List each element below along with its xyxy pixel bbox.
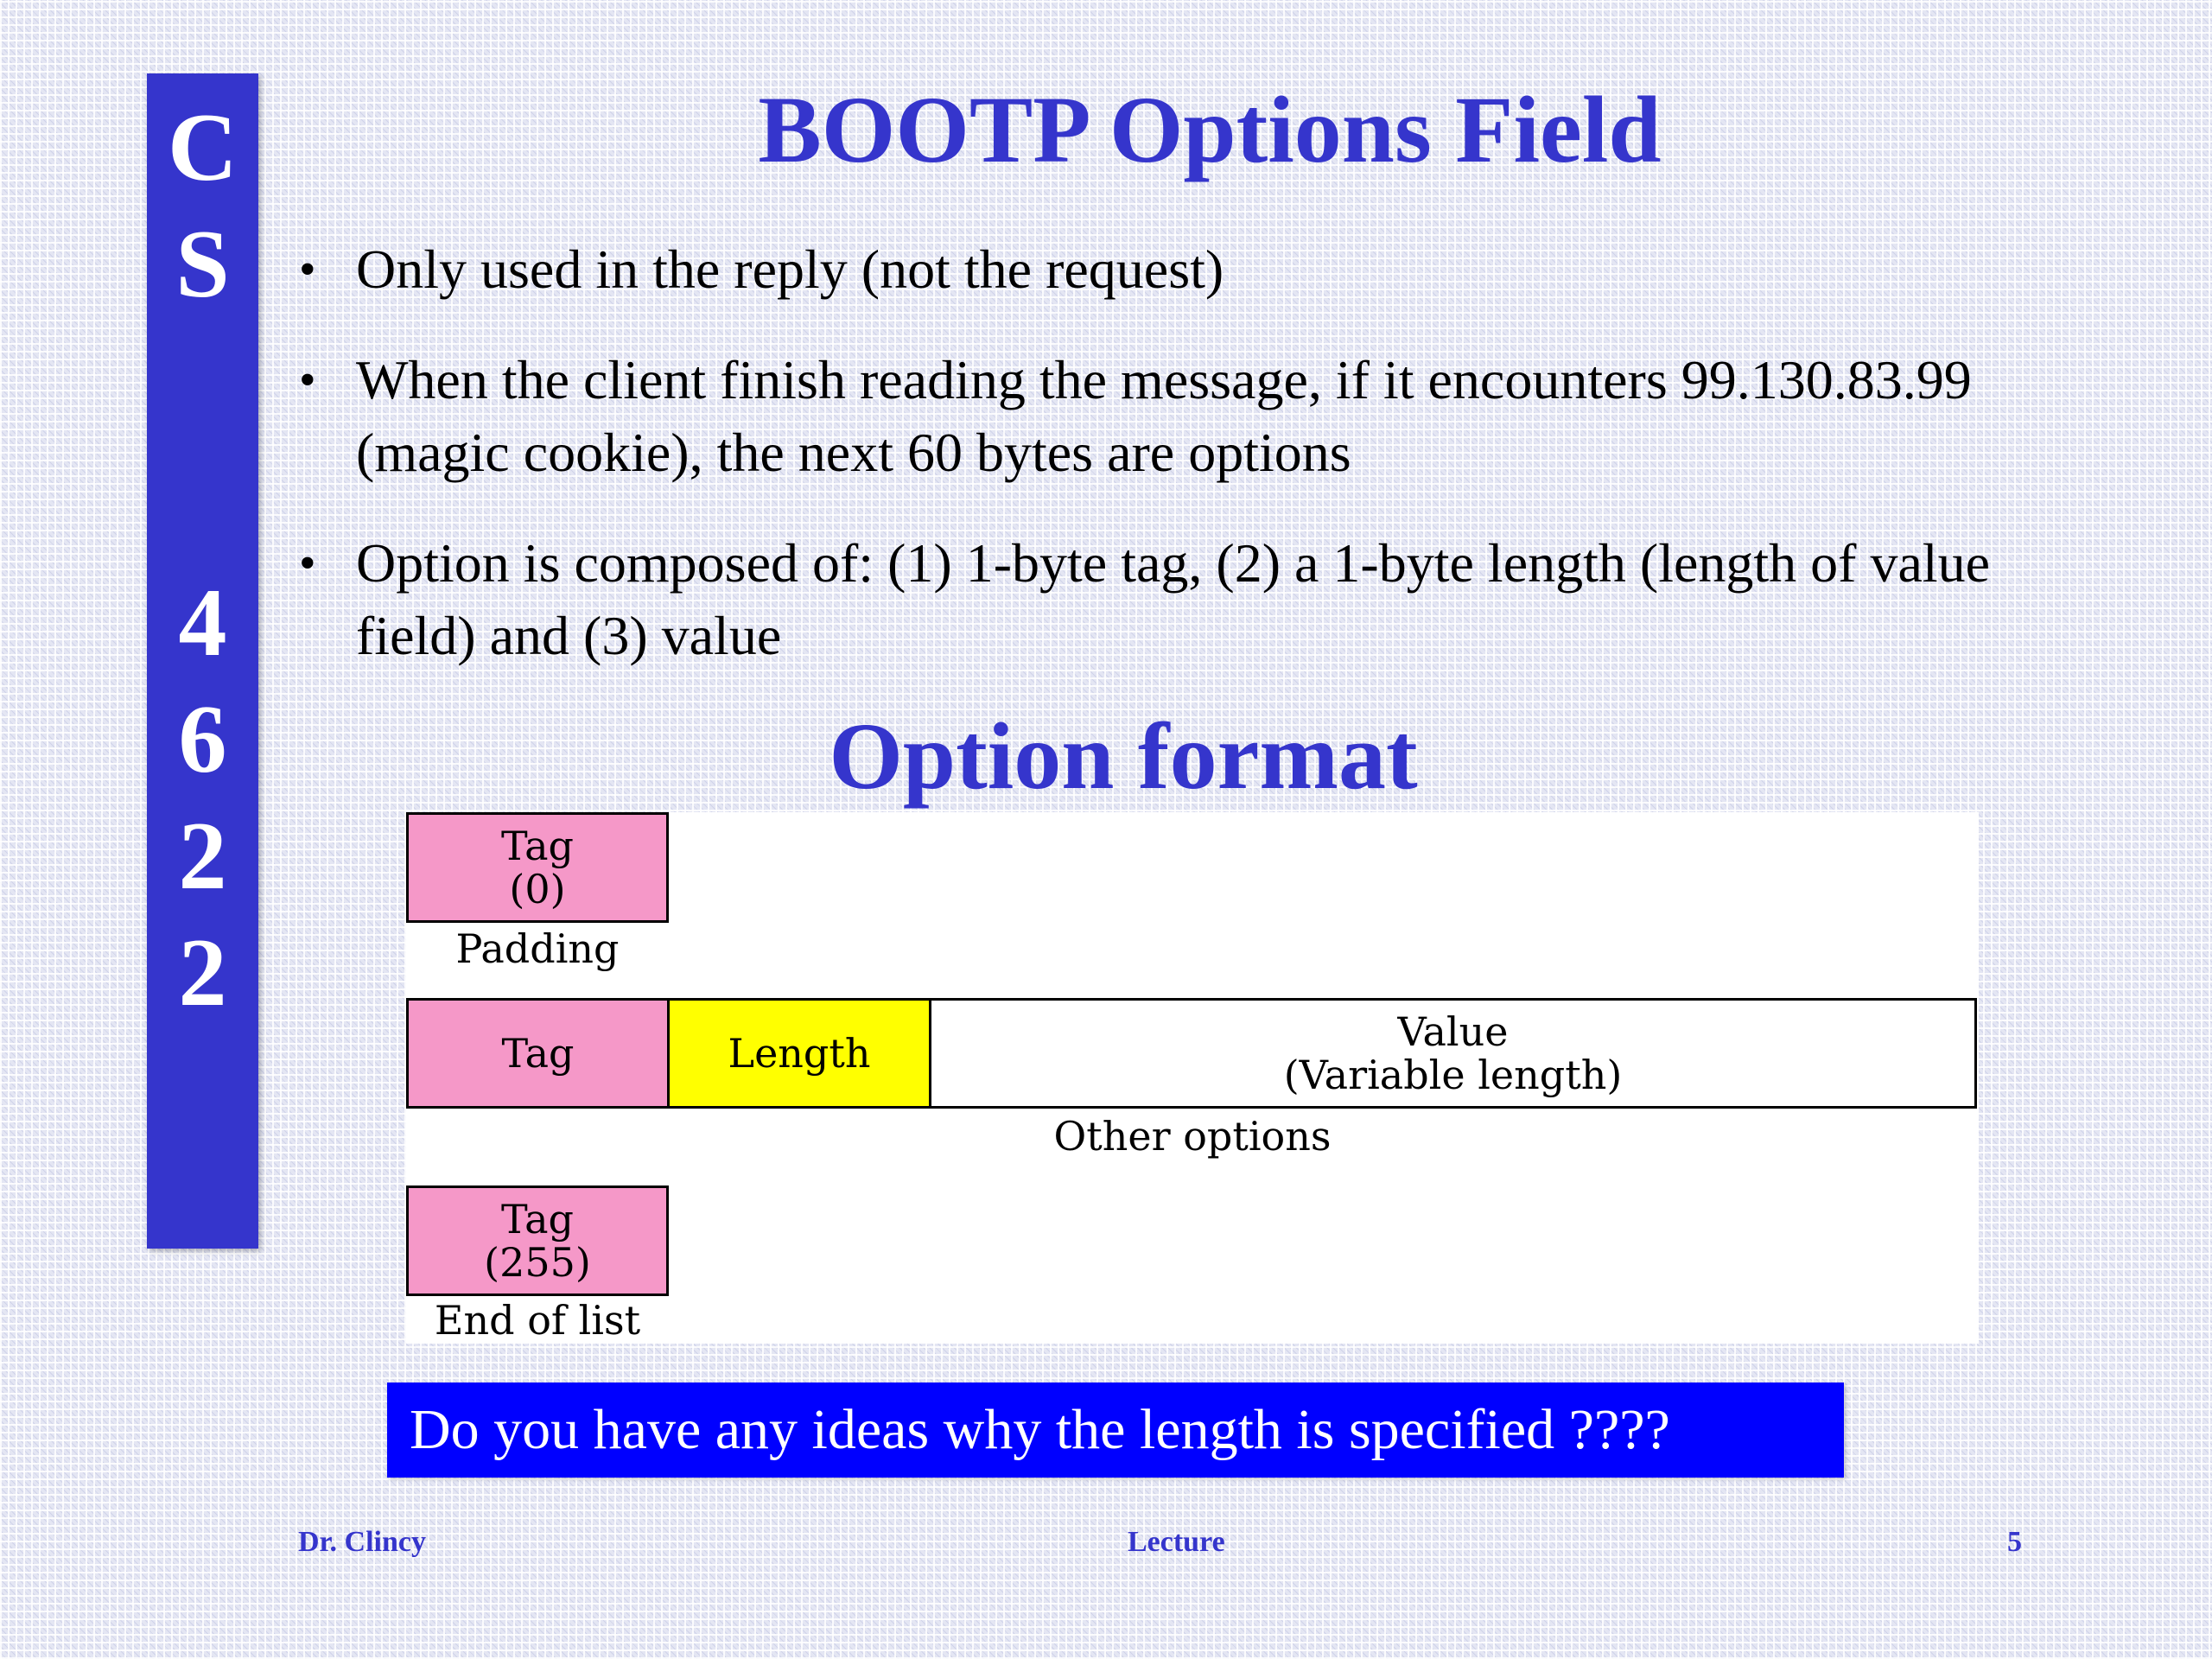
diagram-heading: Option format [829, 703, 1418, 809]
other-tag-label: Tag [501, 1030, 575, 1077]
bullet-text: Option is composed of: (1) 1-byte tag, (2) a 1-byte length (length of value field) and (3) value [356, 532, 1991, 666]
sidebar-letter: C [168, 94, 238, 201]
sidebar-letter: 4 [178, 569, 227, 677]
end-tag-label: Tag [501, 1196, 574, 1243]
sidebar-letter: 2 [178, 919, 227, 1027]
bullet-item [294, 527, 2065, 672]
end-of-list-caption: End of list [434, 1297, 641, 1344]
bullet-icon: • [299, 353, 316, 407]
bullet-icon: • [299, 243, 316, 296]
question-banner: Do you have any ideas why the length is specified ???? [387, 1382, 1844, 1478]
other-options-caption: Other options [1053, 1113, 1332, 1160]
footer-center: Lecture [1128, 1526, 1225, 1558]
bullet-text: Only used in the reply (not the request) [356, 238, 1224, 300]
bullet-icon: • [299, 537, 316, 590]
option-format-diagram [406, 812, 1979, 1344]
bullet-item [294, 344, 2065, 489]
padding-caption: Padding [455, 925, 620, 972]
sidebar-letter: S [175, 211, 230, 318]
footer-page-number: 5 [2007, 1526, 2022, 1558]
footer-author: Dr. Clincy [298, 1526, 426, 1558]
value-note: (Variable length) [1283, 1052, 1623, 1098]
value-label: Value [1397, 1008, 1509, 1055]
padding-tag-label: Tag [501, 823, 574, 869]
padding-tag-box [406, 812, 669, 923]
bullet-item [294, 233, 2065, 306]
end-tag-box [406, 1185, 669, 1296]
value-box [929, 998, 1977, 1109]
length-box [667, 998, 931, 1109]
other-tag-box [406, 998, 670, 1109]
course-sidebar [147, 73, 258, 1249]
length-label: Length [728, 1030, 871, 1077]
slide-title: BOOTP Options Field [758, 77, 1662, 182]
end-tag-value: (255) [484, 1239, 591, 1286]
sidebar-letter: 6 [178, 686, 227, 793]
sidebar-letter: 2 [178, 803, 227, 910]
bullet-list [294, 233, 2065, 710]
bullet-text: When the client finish reading the message, if it encounters 99.130.83.99 (magic cookie), the next 60 bytes are options [356, 349, 1972, 483]
padding-tag-value: (0) [509, 866, 566, 912]
